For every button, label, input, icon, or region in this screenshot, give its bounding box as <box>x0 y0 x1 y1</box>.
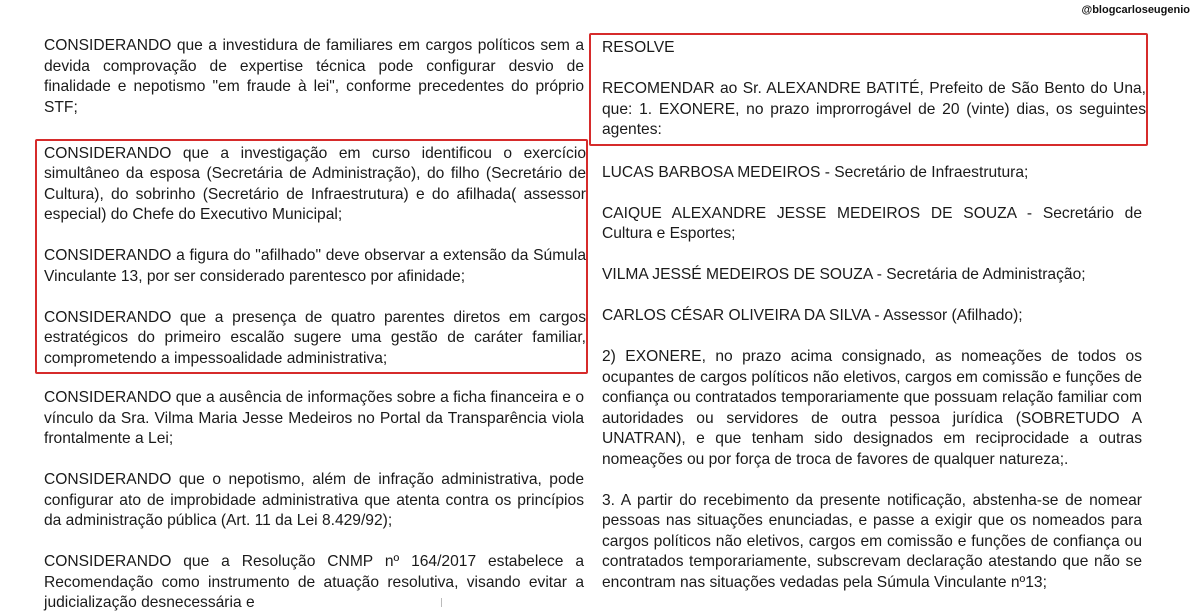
highlight-box-right <box>589 33 1148 146</box>
agent-item-2: CAIQUE ALEXANDRE JESSE MEDEIROS DE SOUZA - Secretário de Cultura e Esportes; <box>602 204 1142 242</box>
page-divider <box>441 598 442 607</box>
agent-item-3: VILMA JESSÉ MEDEIROS DE SOUZA - Secretária de Administração; <box>602 266 1086 283</box>
considerando-paragraph-2: CONSIDERANDO que a investigação em curso identificou o exercício simultâneo da esposa (Secretária de Administração), do filho (Secretário de Cultura), do sobrinho (Secretário de Infraestrutura) e do afilhada( assessor especial) do Chefe do Executivo Municipal; <box>44 144 586 223</box>
recomendar-paragraph: RECOMENDAR ao Sr. ALEXANDRE BATITÉ, Prefeito de São Bento do Una, que: 1. EXONERE, no prazo improrrogável de 20 (vinte) dias, os seguintes agentes: <box>602 80 1146 138</box>
considerando-paragraph-4: CONSIDERANDO que a presença de quatro parentes diretos em cargos estratégicos do primeiro escalão sugere uma gestão de caráter familiar, comprometendo a impessoalidade administrativa; <box>44 308 586 367</box>
considerando-paragraph-1: CONSIDERANDO que a investidura de familiares em cargos políticos sem a devida comprovação de expertise técnica pode configurar desvio de finalidade e nepotismo "em fraude à lei", conforme precedentes do próprio STF; <box>44 37 584 116</box>
considerando-paragraph-3: CONSIDERANDO a figura do "afilhado" deve observar a extensão da Súmula Vinculante 13, por ser considerado parentesco por afinidade; <box>44 247 586 285</box>
considerando-paragraph-7: CONSIDERANDO que a Resolução CNMP nº 164/2017 estabelece a Recomendação como instrumento de atuação resolutiva, visando evitar a judicialização desnecessária e <box>44 553 584 611</box>
agent-item-1: LUCAS BARBOSA MEDEIROS - Secretário de Infraestrutura; <box>602 163 1029 181</box>
left-column <box>44 36 584 614</box>
highlight-box-left <box>35 139 588 375</box>
considerando-paragraph-6: CONSIDERANDO que o nepotismo, além de infração administrativa, pode configurar ato de improbidade administrativa que atenta contra os princípios da administração pública (Art. 11 da Lei 8.429/92); <box>44 471 584 529</box>
right-column <box>602 36 1146 593</box>
considerando-paragraph-5: CONSIDERANDO que a ausência de informações sobre a ficha financeira e o vínculo da Sra. Vilma Maria Jesse Medeiros no Portal da Transparência viola frontalmente a Lei; <box>44 389 584 447</box>
abstenha-paragraph: 3. A partir do recebimento da presente notificação, abstenha-se de nomear pessoas nas situações enunciadas, e passe a exigir que os nomeados para cargos políticos não eletivos, cargos em comissão e funções de confiança ou contratados temporariamente, subscrevam declaração atestando que não se encontram nas situações vedadas pela Súmula Vinculante nº13; <box>602 491 1142 591</box>
resolve-heading: RESOLVE <box>602 39 675 56</box>
watermark: @blogcarloseugenio <box>1081 4 1190 16</box>
agent-item-4: CARLOS CÉSAR OLIVEIRA DA SILVA - Assessor (Afilhado); <box>602 307 1023 324</box>
exonere-paragraph: 2) EXONERE, no prazo acima consignado, as nomeações de todos os ocupantes de cargos políticos não eletivos, cargos em comissão e funções de confiança ou contratados temporariamente que possuam relação familiar com autoridades ou servidores de outra pessoa jurídica (SOBRETUDO A UNATRAN), e que tenham sido designados em reciprocidade a outras nomeações ou por força de troca de favores de qualquer natureza;. <box>602 348 1142 468</box>
